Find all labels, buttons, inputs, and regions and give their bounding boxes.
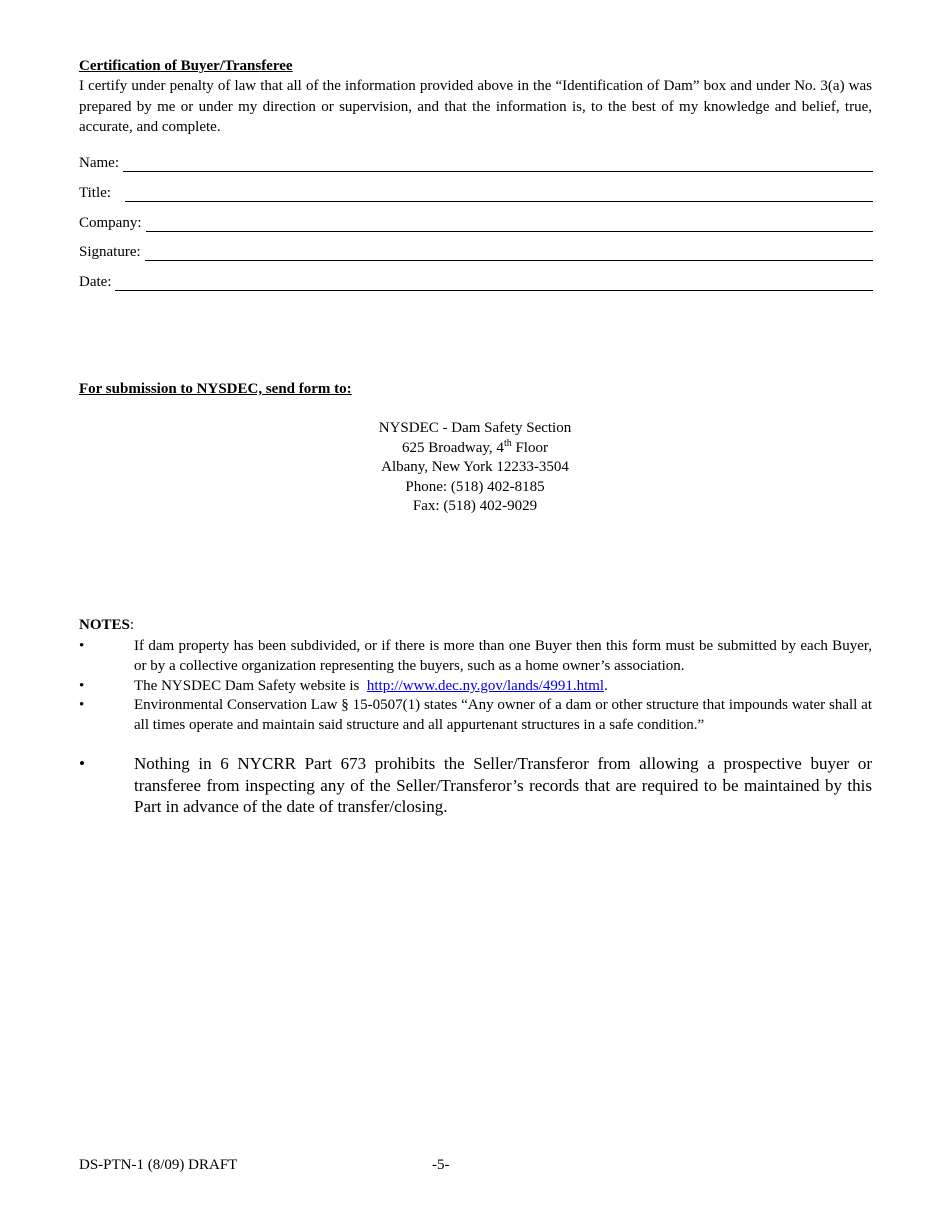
form-identifier: DS-PTN-1 (8/09) DRAFT (79, 1157, 238, 1173)
note-item (79, 695, 872, 755)
company-label: Company: (79, 215, 142, 231)
note-text: If dam property has been subdivided, or if there is more than one Buyer then this form must be submitted by each Buyer, or by a collective organization representing the buyers, such as a home owner’s association. (134, 638, 872, 674)
notes-heading: NOTES: (79, 617, 135, 633)
note-item (79, 636, 872, 676)
certification-statement: I certify under penalty of law that all of the information provided above in the “Identification of Dam” box and under No. 3(a) was prepared by me or under my direction or supervision, and that the information is, to the best of my knowledge and belief, true, accurate, and complete. (79, 78, 872, 135)
dam-safety-website-link[interactable]: http://www.dec.ny.gov/lands/4991.html (366, 678, 605, 694)
company-input-line[interactable] (146, 217, 874, 232)
company-field[interactable] (79, 212, 873, 232)
note-text: The NYSDEC Dam Safety website is http://www.dec.ny.gov/lands/4991.html. (134, 678, 608, 694)
note-text: Nothing in 6 NYCRR Part 673 prohibits the Seller/Transferor from allowing a prospective buyer or transferee from inspecting any of the Seller/Transferor’s records that are required to be maintained by this Part in advance of the date of transfer/closing. (134, 754, 872, 816)
certification-heading: Certification of Buyer/Transferee (79, 58, 293, 74)
title-label: Title: (79, 185, 115, 201)
title-input-line[interactable] (125, 187, 873, 202)
date-field[interactable] (79, 271, 873, 291)
signature-field[interactable] (79, 241, 873, 261)
address-fax: Fax: (518) 402-9029 (412, 498, 538, 515)
name-field[interactable] (79, 152, 873, 172)
address-city: Albany, New York 12233-3504 (381, 459, 569, 476)
signature-label: Signature: (79, 244, 141, 260)
submission-heading: For submission to NYSDEC, send form to: (79, 381, 352, 397)
note-text: Environmental Conservation Law § 15-0507(1) states “Any owner of a dam or other structure that impounds water shall at all times operate and maintain said structure and all appurtenant structures in a safe condition.” (134, 697, 872, 733)
mailing-address (0, 419, 950, 517)
bullet-icon: • (79, 697, 85, 713)
title-field[interactable] (79, 182, 873, 202)
note-item (79, 676, 872, 696)
address-phone: Phone: (518) 402-8185 (405, 478, 545, 495)
date-label: Date: (79, 274, 112, 290)
bullet-icon: • (79, 754, 85, 773)
address-street: 625 Broadway, 4th Floor (402, 437, 548, 456)
bullet-icon: • (79, 638, 85, 654)
address-org: NYSDEC - Dam Safety Section (378, 420, 572, 436)
note-item (79, 753, 872, 819)
bullet-icon: • (79, 678, 85, 694)
name-input-line[interactable] (123, 157, 873, 172)
page-number: -5- (432, 1157, 450, 1173)
date-input-line[interactable] (115, 276, 873, 291)
signature-input-line[interactable] (145, 246, 873, 261)
name-label: Name: (79, 155, 119, 171)
